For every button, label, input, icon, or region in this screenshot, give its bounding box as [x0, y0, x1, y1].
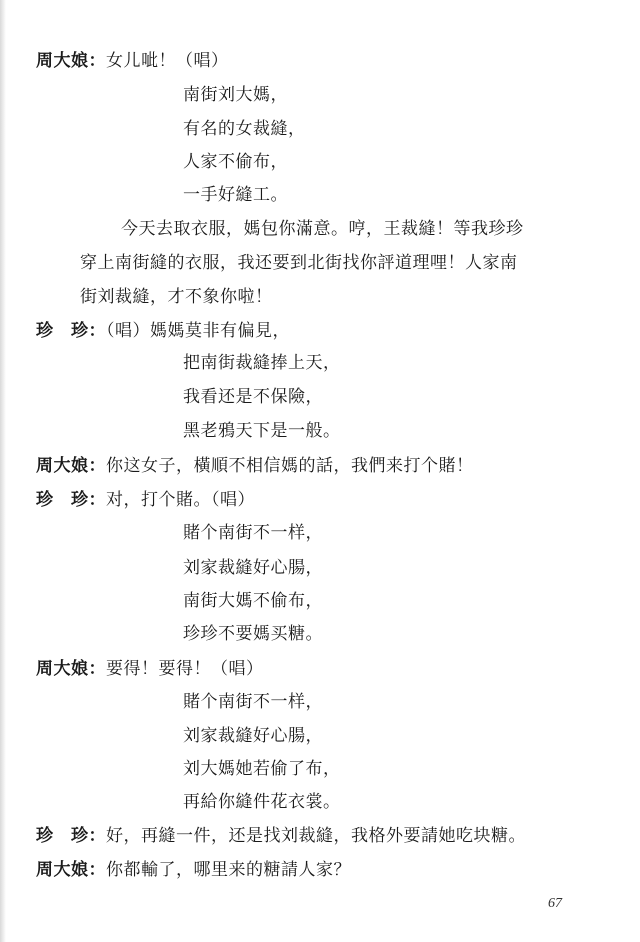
dialogue-line — [36, 658, 264, 680]
song-line: 黑老鴉天下是一般。 — [183, 421, 341, 441]
speaker-label: 周大娘： — [36, 659, 106, 679]
line-text: 你这女子，橫順不相信媽的話，我們来打个賭！ — [106, 456, 474, 476]
song-line: 刘家裁縫好心腸， — [183, 558, 323, 578]
song-line: 再給你縫件花衣裳。 — [183, 792, 341, 812]
song-line: 我看还是不保險， — [183, 387, 323, 407]
prose-line: 穿上南街縫的衣服，我还要到北街找你評道理哩！人家南 — [80, 253, 518, 273]
page-binding-shadow — [0, 0, 6, 942]
prose-line: 街刘裁縫，才不象你啦！ — [80, 287, 273, 307]
song-line: 南街刘大媽， — [183, 85, 288, 105]
song-line: 珍珍不要媽买糖。 — [183, 624, 323, 644]
line-text: 女儿呲！（唱） — [106, 51, 229, 71]
speaker-label: 周大娘： — [36, 456, 106, 476]
line-text: 好，再縫一件，还是找刘裁縫，我格外要請她吃块糖。 — [106, 826, 526, 846]
song-line: 刘大媽她若偷了布， — [183, 759, 341, 779]
speaker-label: 珍 珍： — [36, 826, 106, 846]
song-line: 刘家裁縫好心腸， — [183, 726, 323, 746]
dialogue-line — [36, 859, 351, 881]
dialogue-line — [36, 489, 255, 511]
song-line: 一手好縫工。 — [183, 185, 288, 205]
song-line: 賭个南街不一样， — [183, 523, 323, 543]
song-line: 有名的女裁縫， — [183, 119, 306, 139]
line-text: 你都輸了，哪里来的糖請人家？ — [106, 860, 351, 880]
page-number: 67 — [548, 896, 562, 911]
dialogue-line — [36, 455, 474, 477]
dialogue-line — [36, 320, 290, 342]
song-line: 人家不偷布， — [183, 152, 288, 172]
song-line: 把南街裁縫捧上天， — [183, 353, 341, 373]
prose-line: 今天去取衣服，媽包你滿意。哼，王裁縫！等我珍珍 — [121, 219, 524, 239]
song-line: 南街大媽不偷布， — [183, 591, 323, 611]
song-line: 賭个南街不一样， — [183, 692, 323, 712]
speaker-label: 珍 珍： — [36, 321, 106, 341]
line-text: （唱）媽媽莫非有偏見， — [106, 321, 290, 341]
speaker-label: 周大娘： — [36, 51, 106, 71]
dialogue-line — [36, 825, 526, 847]
line-text: 对，打个賭。（唱） — [106, 490, 255, 510]
line-text: 要得！要得！（唱） — [106, 659, 264, 679]
speaker-label: 珍 珍： — [36, 490, 106, 510]
dialogue-line — [36, 50, 229, 72]
speaker-label: 周大娘： — [36, 860, 106, 880]
